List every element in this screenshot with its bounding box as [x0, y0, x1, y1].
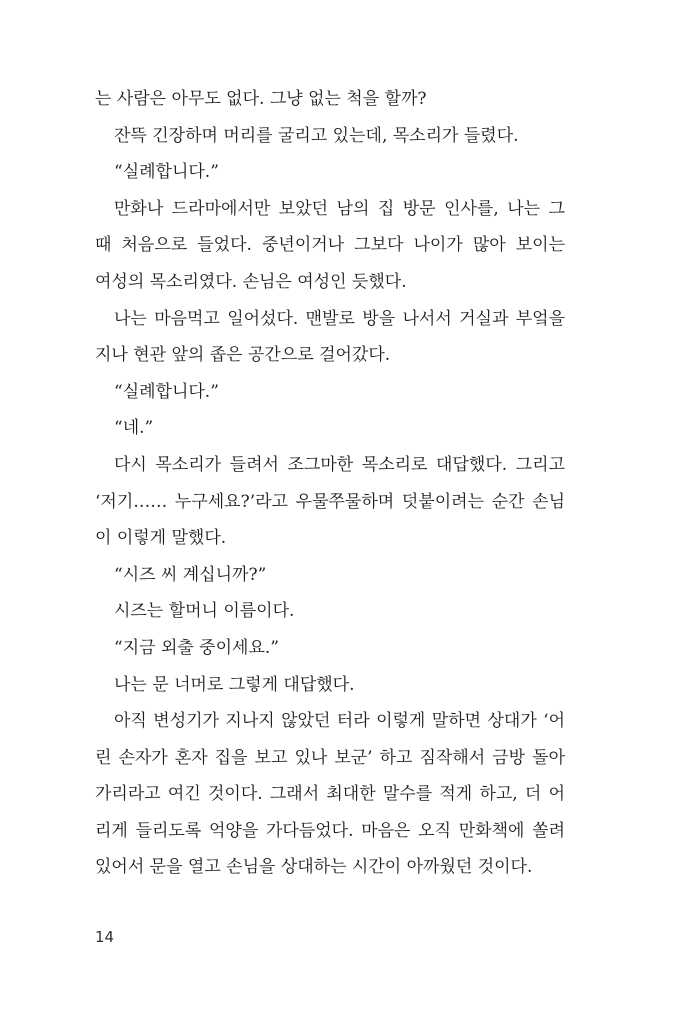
text-line: 나는 마음먹고 일어섰다. 맨발로 방을 나서서 거실과 부엌을 — [114, 308, 565, 329]
text-line: 지나 현관 앞의 좁은 공간으로 걸어갔다. — [95, 345, 391, 366]
text-line: 만화나 드라마에서만 보았던 남의 집 방문 인사를, 나는 그 — [114, 198, 565, 219]
text-line: 여성의 목소리였다. 손님은 여성인 듯했다. — [95, 271, 407, 292]
text-line: 린 손자가 혼자 집을 보고 있나 보군’ 하고 짐작해서 금방 돌아 — [95, 747, 565, 768]
body-text — [95, 85, 565, 890]
dialogue-line: “지금 외출 중이세요.” — [114, 637, 279, 658]
dialogue-line: “실례합니다.” — [114, 381, 219, 402]
dialogue-line: “네.” — [114, 418, 154, 439]
dialogue-line: “시즈 씨 계십니까?” — [114, 564, 267, 585]
text-line: 리게 들리도록 억양을 가다듬었다. 마음은 오직 만화책에 쏠려 — [95, 820, 565, 841]
text-line: ‘저기…… 누구세요?’라고 우물쭈물하며 덧붙이려는 순간 손님 — [95, 491, 565, 512]
text-line: 이 이렇게 말했다. — [95, 528, 227, 549]
text-line: 나는 문 너머로 그렇게 대답했다. — [114, 674, 355, 695]
text-line: 가리라고 여긴 것이다. 그래서 최대한 말수를 적게 하고, 더 어 — [95, 784, 565, 805]
dialogue-line: “실례합니다.” — [114, 162, 219, 183]
text-line: 잔뜩 긴장하며 머리를 굴리고 있는데, 목소리가 들렸다. — [114, 125, 519, 146]
text-line: 다시 목소리가 들려서 조그마한 목소리로 대답했다. 그리고 — [114, 454, 565, 475]
page-number: 14 — [95, 928, 115, 946]
text-line: 때 처음으로 들었다. 중년이거나 그보다 나이가 많아 보이는 — [95, 235, 565, 256]
text-line: 는 사람은 아무도 없다. 그냥 없는 척을 할까? — [95, 89, 427, 109]
text-line: 시즈는 할머니 이름이다. — [114, 601, 295, 622]
text-line: 있어서 문을 열고 손님을 상대하는 시간이 아까웠던 것이다. — [95, 857, 533, 878]
text-line: 아직 변성기가 지나지 않았던 터라 이렇게 말하면 상대가 ‘어 — [114, 711, 565, 732]
